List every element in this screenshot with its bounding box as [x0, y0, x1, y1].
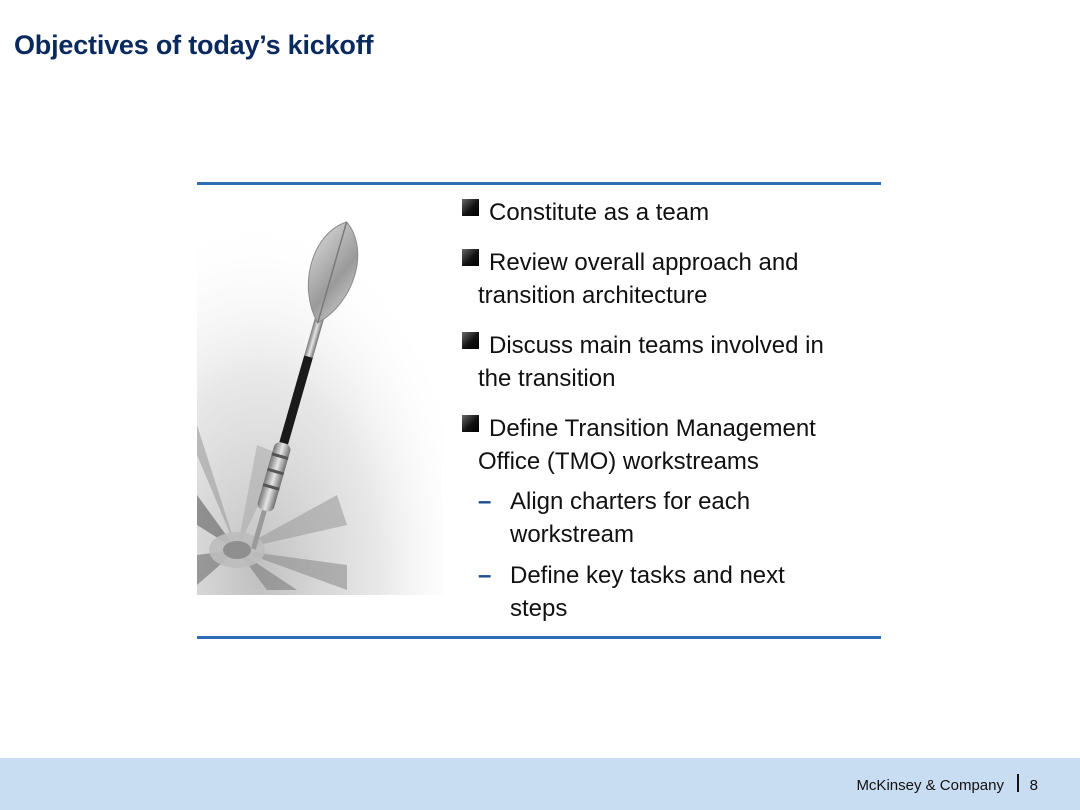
list-item: Define Transition Management Office (TMO) workstreams [462, 412, 882, 478]
brand-name: McKinsey & Company [856, 777, 1004, 794]
dash-bullet: – [478, 488, 492, 515]
page-number: 8 [1029, 777, 1038, 794]
square-bullet-icon [462, 249, 479, 266]
list-item: Discuss main teams involved in the transition [462, 329, 882, 395]
objectives-list [462, 196, 882, 633]
list-item: Review overall approach and transition architecture [462, 246, 882, 312]
square-bullet-icon [462, 415, 479, 432]
dart-in-dartboard-icon [197, 195, 442, 595]
sub-list-item: – Define key tasks and next steps [462, 559, 882, 625]
dash-bullet: – [478, 562, 492, 589]
square-bullet-icon [462, 199, 479, 216]
top-rule [197, 182, 881, 185]
footer-separator [1017, 774, 1019, 792]
bottom-rule [197, 636, 881, 639]
list-item: Constitute as a team [462, 196, 882, 229]
sub-list-item: – Align charters for each workstream [462, 485, 882, 551]
dart-image [197, 195, 442, 595]
square-bullet-icon [462, 332, 479, 349]
footer-bar [0, 758, 1080, 810]
sub-list [462, 485, 882, 625]
slide-title: Objectives of today’s kickoff [14, 30, 374, 60]
